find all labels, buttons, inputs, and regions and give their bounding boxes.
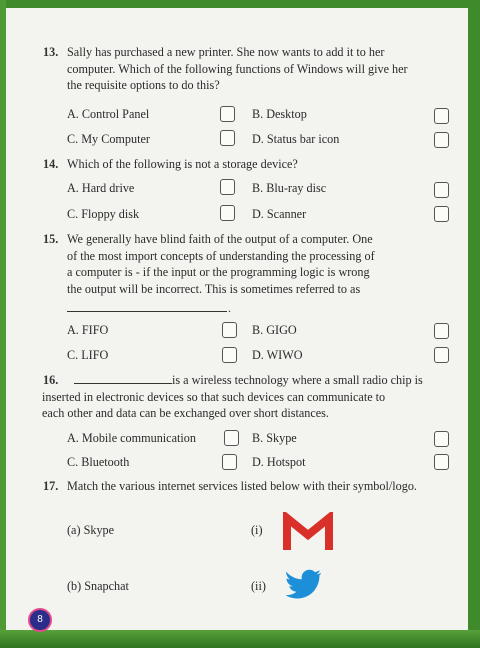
q13-option-d: D. Status bar icon: [252, 132, 340, 146]
q15-answer-period: .: [228, 301, 231, 315]
q14-option-d: D. Scanner: [252, 207, 307, 221]
question-17-number: 17.: [43, 479, 59, 493]
question-13-line-3: the requisite options to do this?: [67, 78, 220, 92]
q13-option-a: A. Control Panel: [67, 107, 150, 121]
question-14-text: Which of the following is not a storage device?: [67, 157, 298, 171]
question-15-number: 15.: [43, 232, 59, 246]
q16-option-c-checkbox[interactable]: [222, 454, 237, 470]
q13-option-b: B. Desktop: [252, 107, 307, 121]
page-number-badge: 8: [28, 608, 52, 632]
q14-option-b: B. Blu-ray disc: [252, 181, 327, 195]
q15-option-b: B. GIGO: [252, 323, 297, 337]
question-16-line-3: each other and data can be exchanged over short distances.: [42, 406, 329, 420]
question-17-text: Match the various internet services listed below with their symbol/logo.: [67, 479, 417, 493]
question-13-number: 13.: [43, 45, 59, 59]
q15-option-c: C. LIFO: [67, 348, 109, 362]
q16-option-c: C. Bluetooth: [67, 455, 130, 469]
q13-option-c: C. My Computer: [67, 132, 150, 146]
q15-option-d-checkbox[interactable]: [434, 347, 449, 363]
question-13-line-2: computer. Which of the following functions of Windows will give her: [67, 61, 408, 76]
q14-option-a: A. Hard drive: [67, 181, 135, 195]
question-15-line-1: We generally have blind faith of the output of a computer. One: [67, 232, 373, 246]
twitter-bird-logo-icon: [286, 569, 322, 601]
question-13-line-1: Sally has purchased a new printer. She now wants to add it to her: [67, 45, 385, 59]
q13-option-d-checkbox[interactable]: [434, 132, 449, 148]
q16-option-b: B. Skype: [252, 431, 297, 445]
q17-symbol-i-label: (i): [251, 523, 263, 537]
question-15-line-2: of the most import concepts of understanding the processing of: [67, 248, 375, 263]
q13-option-c-checkbox[interactable]: [220, 130, 235, 146]
q15-option-a: A. FIFO: [67, 323, 109, 337]
question-15-line-3: a computer is - if the input or the programming logic is wrong: [67, 265, 370, 279]
question-14-number: 14.: [43, 157, 59, 171]
q16-option-a-checkbox[interactable]: [224, 430, 239, 446]
q17-item-b: (b) Snapchat: [67, 579, 129, 593]
q17-symbol-ii-label: (ii): [251, 579, 266, 593]
q16-option-d-checkbox[interactable]: [434, 454, 449, 470]
question-15-line-4: the output will be incorrect. This is sometimes referred to as: [67, 281, 361, 296]
q16-answer-blank[interactable]: [74, 372, 172, 384]
question-15-text: [67, 231, 457, 297]
question-16-line-2: inserted in electronic devices so that such devices can communicate to: [42, 389, 386, 404]
q14-option-c-checkbox[interactable]: [220, 205, 235, 221]
page-border-right: [468, 0, 480, 648]
page-border-bottom: [0, 630, 480, 648]
q15-answer-blank[interactable]: [67, 311, 227, 312]
question-16-line-1: [67, 372, 467, 389]
q14-option-d-checkbox[interactable]: [434, 206, 449, 222]
q15-option-b-checkbox[interactable]: [434, 323, 449, 339]
q15-option-c-checkbox[interactable]: [222, 347, 237, 363]
q16-option-a: A. Mobile communication: [67, 431, 196, 445]
q16-option-b-checkbox[interactable]: [434, 431, 449, 447]
q16-option-d: D. Hotspot: [252, 455, 306, 469]
question-16-line-1-text: is a wireless technology where a small radio chip is: [172, 373, 423, 387]
q14-option-c: C. Floppy disk: [67, 207, 140, 221]
q14-option-a-checkbox[interactable]: [220, 179, 235, 195]
gmail-m-logo-icon: [282, 512, 334, 552]
q13-option-a-checkbox[interactable]: [220, 106, 235, 122]
q15-option-d: D. WIWO: [252, 348, 303, 362]
q15-option-a-checkbox[interactable]: [222, 322, 237, 338]
q13-option-b-checkbox[interactable]: [434, 108, 449, 124]
q17-item-a: (a) Skype: [67, 523, 115, 537]
q14-option-b-checkbox[interactable]: [434, 182, 449, 198]
question-16-number: 16.: [43, 373, 59, 387]
question-13-text: [67, 44, 457, 94]
